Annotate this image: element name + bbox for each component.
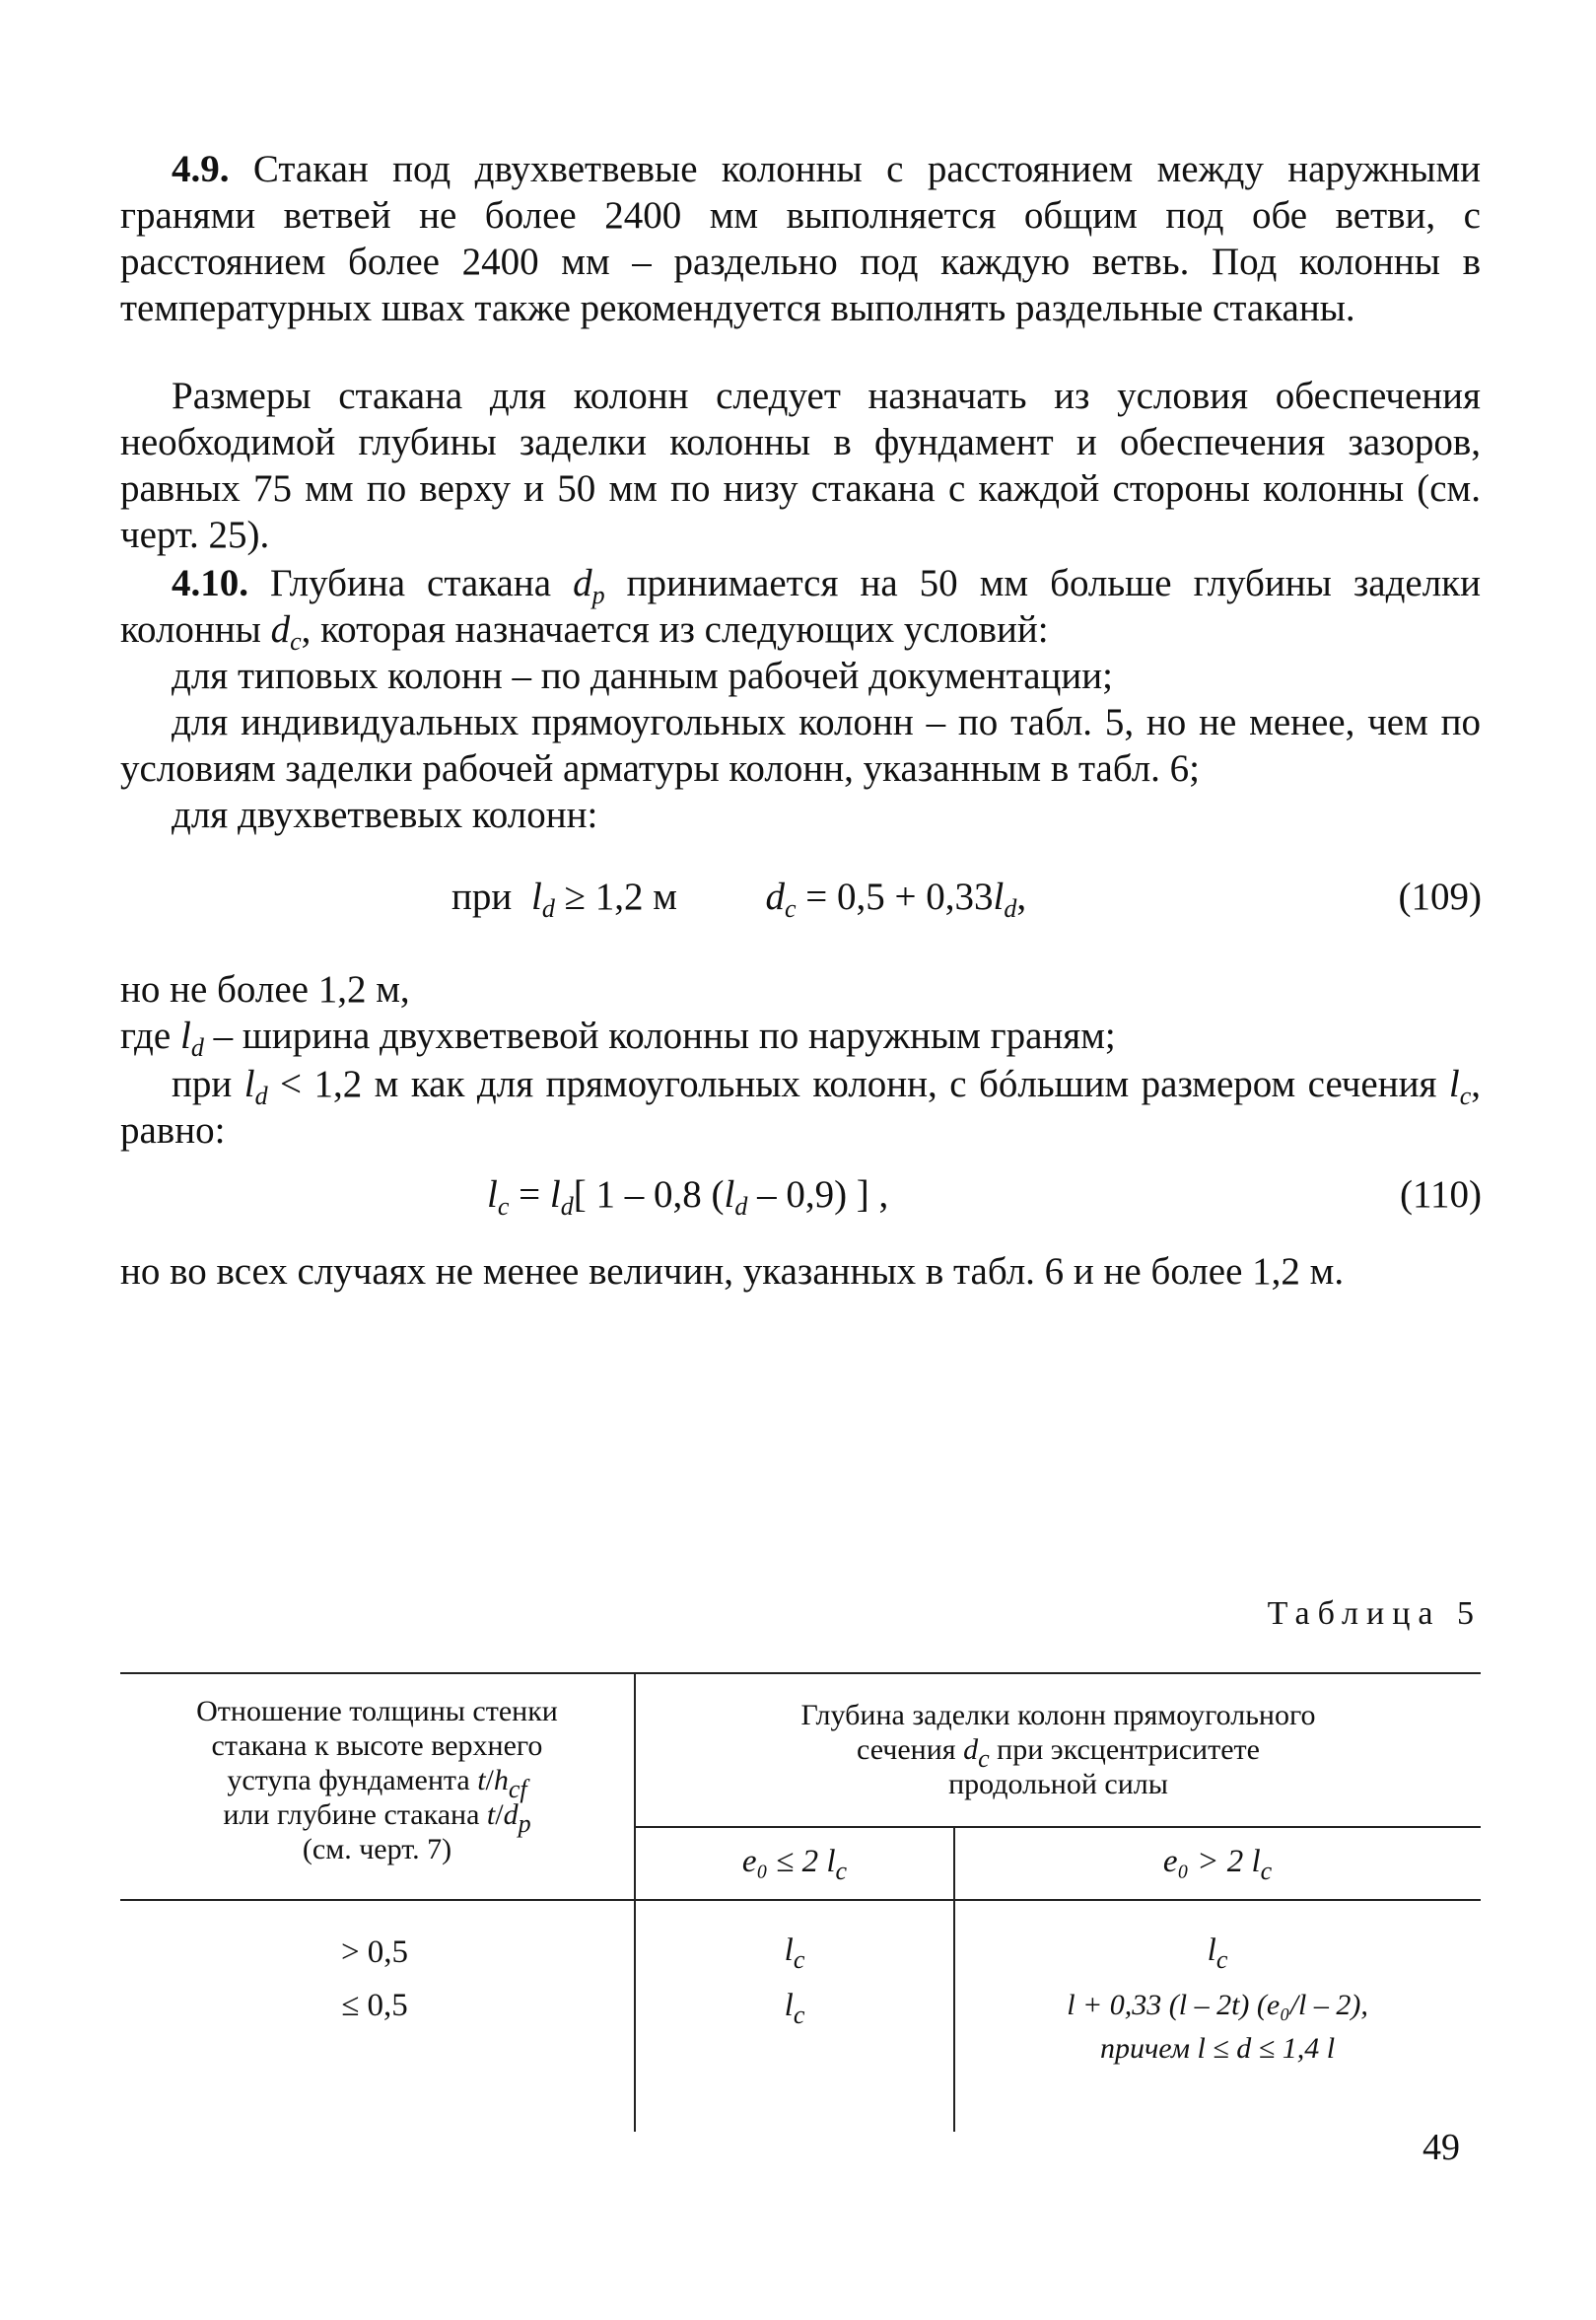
formula-110-expr-2: – 0,9) ] , [757, 1173, 889, 1216]
paragraph-4-10-text-2: принимается на 50 мм больше глубины заделки колонны [120, 562, 1482, 651]
table-subcol-divider [953, 1826, 955, 2132]
pri-paragraph: при $l_d < 1,2$ м как для прямоугольных колонн, с бóльшим размером сечения $l_c$, равно: [120, 1063, 1482, 1152]
paragraph-4-10-text-1: Глубина стакана [270, 562, 552, 604]
col2-line-3: продольной силы [948, 1768, 1168, 1800]
row-1-a-text: l [784, 1933, 794, 1968]
row-2-a-text: l [784, 1988, 794, 2023]
row-2-b: l + 0,33 (l – 2t) (e₀/l – 2), [1067, 1989, 1368, 2021]
col2-line-1: Глубина заделки колонн прямоугольного [800, 1699, 1316, 1731]
paragraph-4-10-text-3: , которая назначается из следующих условий: [301, 608, 1049, 651]
table-col1-header: Отношение толщины стенки стакана к высоте верхнего уступа фундамента $t/h_{cf}$ или глубине стакана $t/d_p$ (см. черт. 7) [128, 1694, 626, 1866]
row-1-a: $l_c$ [784, 1933, 805, 1974]
table-body-divider [634, 1899, 636, 2132]
formula-109-lhs: d [765, 876, 785, 918]
final-sentence: но во всех случаях не менее величин, указанных в табл. 6 и не более 1,2 м. [120, 1250, 1345, 1293]
table-head-rule [120, 1899, 1481, 1901]
row-1-b: $l_c$ [1207, 1933, 1228, 1974]
subheader-2-text: e₀ > 2 l [1162, 1844, 1261, 1879]
formula-109-condition: ≥ 1,2 м [564, 876, 677, 918]
col2-line-2b: при эксцентриситете [997, 1733, 1260, 1766]
table-subhead-rule [634, 1826, 1481, 1828]
paragraph-4-9-text: Стакан под двухветвевые колонны с расстоянием между наружными гранями ветвей не более 2400 мм выполняется общим под обе ветви, с расстоянием более 2400 мм – раздельно под каждую ветвь. Под колонны в температурных швах также рекомендуется выполнять раздельные стаканы. [120, 148, 1482, 329]
page-number: 49 [1423, 2127, 1460, 2168]
table-top-rule [120, 1672, 1481, 1674]
row-1-ratio: > 0,5 [340, 1934, 409, 1970]
list-item-typical: для типовых колонн – по данным рабочей документации; [172, 655, 1114, 697]
col2-line-2: сечения [857, 1733, 956, 1766]
section-number-4-10: 4.10. [172, 562, 248, 604]
var-dc: d [270, 608, 291, 651]
table-col-divider [634, 1672, 636, 1901]
where-word: где [120, 1015, 172, 1057]
subheader-e0-le: e₀ ≤ 2 $l_c$ [741, 1844, 848, 1885]
col1-line-1: Отношение толщины стенки [196, 1695, 558, 1727]
row-2-ratio: ≤ 0,5 [341, 1988, 408, 2023]
paragraph-glass-size: Размеры стакана для колонн следует назначать из условия обеспечения необходимой глубины заделки колонны в фундамент и обеспечения зазоров, равных 75 мм по верху и 50 мм по низу стакана с каждой стороны колонны (см. черт. 25). [120, 375, 1481, 556]
var-d: d [573, 562, 592, 604]
not-more-line: но не более 1,2 м, [120, 968, 410, 1011]
formula-109-prefix: при [451, 876, 513, 918]
section-number-4-9: 4.9. [172, 148, 230, 190]
row-1-b-text: l [1207, 1933, 1216, 1968]
var-dc-sub: c [290, 627, 302, 656]
col1-line-5: (см. черт. 7) [302, 1833, 452, 1865]
formula-109-number: (109) [1398, 876, 1482, 918]
list-item-individual: для индивидуальных прямоугольных колонн – по табл. 5, но не менее, чем по условиям заделки рабочей арматуры колонн, указанным в табл. 6; [120, 701, 1481, 790]
formula-109: при $l_d \ge 1,2$ м $d_c = 0,5 + 0,33l_d$, [451, 876, 1027, 923]
paragraph-4-10 [120, 560, 1482, 656]
where-line: где $l_d$ – ширина двухветвевой колонны по наружным граням; [120, 1015, 1116, 1062]
col1-line-3: уступа фундамента [227, 1764, 470, 1796]
table-title: Таблица 5 [1267, 1595, 1482, 1632]
row-2-b-note: причем l ≤ d ≤ 1,4 l [1099, 2032, 1336, 2065]
paragraph-4-9 [120, 146, 1481, 331]
formula-110: $l_c = l_d$[ 1 – 0,8 $(l_d - 0,9)$ ] , [487, 1173, 889, 1221]
pri-text: < 1,2 м как для прямоугольных колонн, с бóльшим размером сечения [280, 1063, 1437, 1105]
formula-109-expression: = 0,5 + 0,33 [805, 876, 994, 918]
col1-line-4: или глубине стакана [223, 1798, 480, 1831]
subheader-1-text: e₀ ≤ 2 l [741, 1844, 836, 1879]
formula-110-expr-1: [ 1 – 0,8 ( [573, 1173, 725, 1216]
list-item-two-branch: для двухветвевых колонн: [172, 794, 598, 836]
pri-end: , равно: [120, 1063, 1482, 1152]
where-definition: – ширина двухветвевой колонны по наружным граням; [213, 1015, 1116, 1057]
formula-110-eq: = [519, 1173, 541, 1216]
col1-line-2: стакана к высоте верхнего [211, 1729, 543, 1762]
formula-110-number: (110) [1399, 1173, 1482, 1216]
pri-word: при [172, 1063, 233, 1105]
table-col2-header: Глубина заделки колонн прямоугольного сечения $d_c$ при эксцентриситете продольной силы [642, 1698, 1475, 1801]
row-2-a: $l_c$ [784, 1988, 805, 2029]
formula-109-tail: , [1016, 876, 1027, 918]
var-d-sub: p [591, 581, 605, 609]
subheader-e0-gt: e₀ > 2 $l_c$ [1162, 1844, 1273, 1885]
